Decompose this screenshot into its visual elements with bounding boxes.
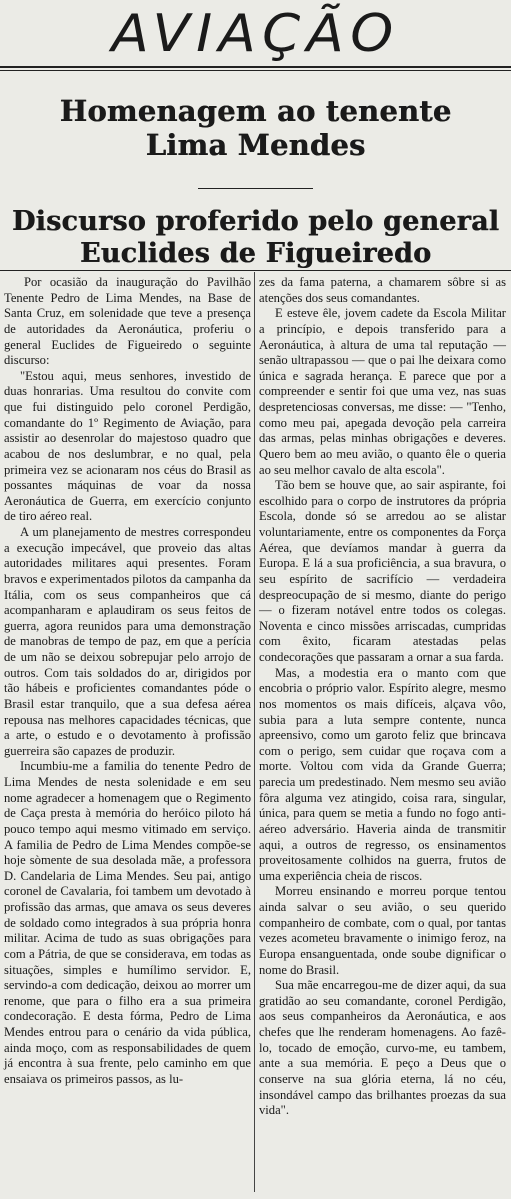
headline-line-1: Homenagem ao tenente (59, 94, 452, 128)
paragraph: Morreu ensinando e morreu porque tentou ainda salvar o seu avião, o seu querido companheiro de combate, com o qual, por tantas vezes acometeu bravamente o inimigo feroz, na Europa ensanguentada, onde soube dignificar o nome do Brasil. (259, 884, 506, 977)
paragraph: Sua mãe encarregou-me de dizer aqui, da sua gratidão ao seu comandante, coronel Perdigão, aos seus companheiros da Aeronáutica, e aos chefes que lhe renderam homenagens. Ao fazê-lo, tocado de emoção, curvo-me, eu tambem, ante a sua memória. E peço a Deus que o conserve na sua glória eterna, lá no céu, insondável campo das brilhantes proezas da sua vida". (259, 978, 506, 1118)
article-top-rule (0, 270, 511, 271)
article-column-right (259, 275, 506, 1119)
paragraph: Por ocasião da inauguração do Pavilhão Tenente Pedro de Lima Mendes, na Base de Santa Cruz, em solenidade que teve a presença de autoridades da Aeronáutica, proferiu o general Euclides de Figueiredo o seguinte discurso: (4, 275, 251, 368)
paragraph: Tão bem se houve que, ao sair aspirante, foi escolhido para o corpo de instrutores da própria Escola, donde só se arredou ao se alistar voluntariamente, entre os componentes da Força Aérea, que devíamos mandar à guerra da Europa. E lá a sua proficiência, a sua bravura, o seu espírito de sacrifício — verdadeira despreocupação de si mesmo, diante do perigo — o fizeram notável entre todos os colegas. Noventa e cinco missões arriscadas, cumpridas com êxito, ficaram atestadas pelas condecorações que passaram a ornar a sua farda. (259, 478, 506, 664)
subheadline-line-2: Euclides de Figueiredo (79, 238, 432, 269)
paragraph: A um planejamento de mestres correspondeu a execução impecável, que proveio das altas autoridades militares aqui presentes. Foram bravos e experimentados pilotos da campanha da Itália, com os seus companheiros que cá acompanharam e aplaudiram os seus feitos de guerra, agora reunidos para uma demonstração de manobras de tempo de paz, em que a perícia de um não se deixou sobrepujar pelo arrojo de outros. Com tais soldados do ar, dirigidos por tão hábeis e proficientes comandantes póde o Brasil estar tranquilo, que a sua defesa aérea repousa nas melhores capacidades técnicas, que a arte, o estudo e o devotamento à profissão guerreira são capazes de produzir. (4, 525, 251, 758)
headline (0, 94, 511, 162)
subheadline-line-1: Discurso proferido pelo general (11, 206, 500, 237)
section-title: AVIAÇÃO (111, 4, 400, 64)
top-rule-thin (0, 70, 511, 71)
top-rule (0, 66, 511, 68)
headline-line-2: Lima Mendes (145, 128, 366, 162)
article-column-left (4, 275, 251, 1088)
column-divider (254, 272, 255, 1192)
paragraph: Incumbiu-me a familia do tenente Pedro de Lima Mendes de nesta solenidade e em seu nome agradecer a homenagem que o Regimento de Caça presta à memória do heróico piloto há pouco tempo aqui mesmo vitimado em serviço. A familia de Pedro de Lima Mendes compõe-se hoje sòmente de sua desolada mãe, a professora D. Candelaria de Lima Mendes. Seu pai, antigo coronel de Cavalaria, foi tambem um devotado à profissão das armas, que amava os seus deveres de soldado como integrados à sua própria honra militar. Acima de tudo as suas obrigações para com a Pátria, de que se considerava, em todas as situações, simples e humílimo servidor. E, servindo-a com dedicação, deixou ao morrer um renome, que para o filho era a sua primeira condecoração. E desta fórma, Pedro de Lima Mendes entrou para o cenário da vida pública, ainda moço, com as responsabilidades de quem já encontra à sua frente, pelo caminho em que ensaiava os primeiros passos, as lu- (4, 759, 251, 1086)
headline-divider (198, 188, 313, 189)
paragraph: E esteve êle, jovem cadete da Escola Militar a princípio, e depois transferido para a Aeronáutica, à altura de uma tal reputação — senão ultrapassou — que o pai lhe deixara como única e sagrada herança. E parece que por a compreender e sentir foi que uma vez, nas suas despretenciosas conversas, me disse: — "Tenho, como meu pai, apegada devoção pela carreira das armas, pelas minhas obrigações e deveres. Quero bem ao meu avião, o quanto êle o queria ao seu melhor cavalo de alta escola". (259, 306, 506, 477)
subheadline (0, 206, 511, 270)
paragraph: zes da fama paterna, a chamarem sôbre si as atenções dos seus comandantes. (259, 275, 506, 305)
paragraph: "Estou aqui, meus senhores, investido de duas honrarias. Uma resultou do convite com que fui distinguido pelo coronel Perdigão, comandante do 1º Regimento de Aviação, para assistir ao desenrolar do majestoso quadro que acabou de nos deslumbrar, e no qual, pela primeira vez se acionaram nos céus do Brasil as possantes máquinas de voar da nossa Aeronáutica de Guerra, em exercício conjunto de tiro aéreo real. (4, 368, 251, 524)
paragraph: Mas, a modestia era o manto com que encobria o próprio valor. Espírito alegre, mesmo nos momentos os mais difíceis, alçava vôo, subia para a luta sempre contente, nunca apreensivo, como um garoto feliz que brincava com o perigo, sem cuidar que roçava com a morte. Voltou com vida da Grande Guerra; parecia um predestinado. Nem mesmo seu avião fôra alguma vez atingido, coisa rara, singular, única, para quem se metia a fundo no fogo anti-aéreo adversário. Haveria ainda de transmitir aqui, a outros de regresso, os ensinamentos proveitosamente colhidos na guerra, frutos de uma experiência cheia de riscos. (259, 665, 506, 883)
